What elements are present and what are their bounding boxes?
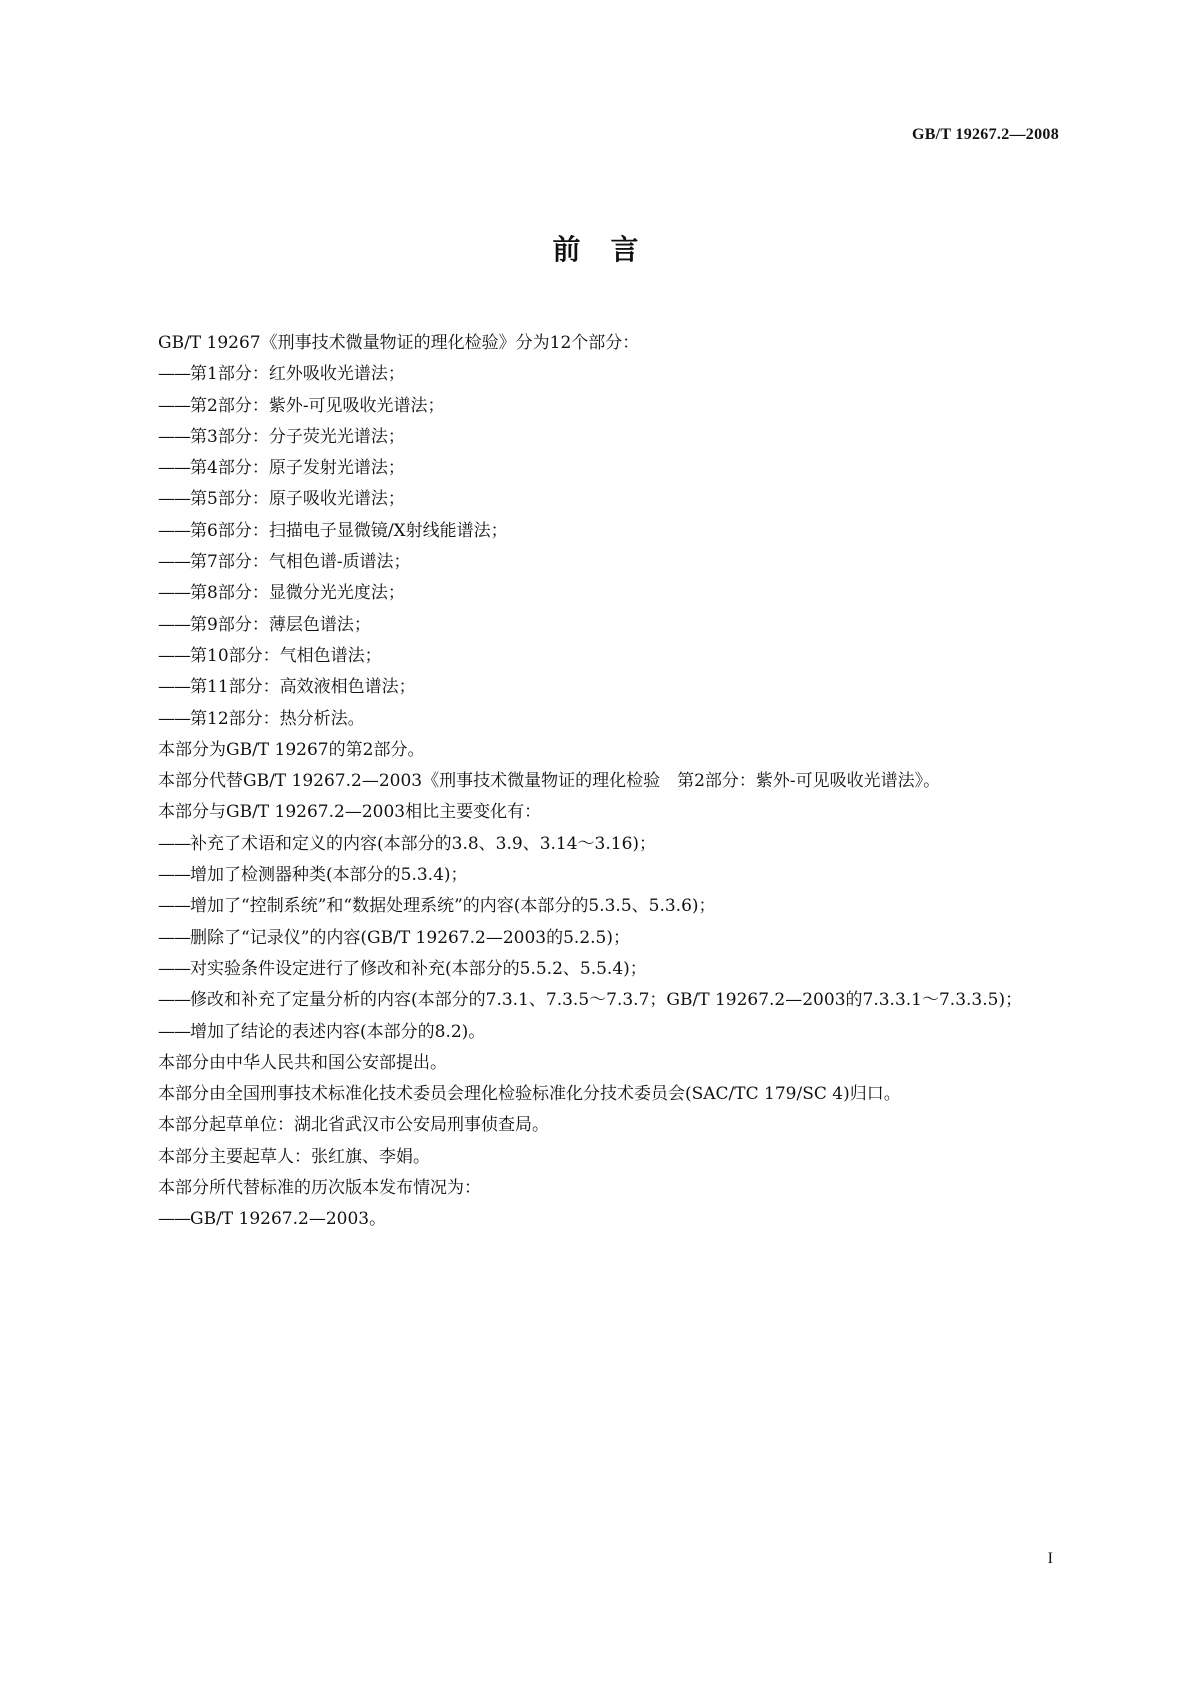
intro-paragraph: GB/T 19267《刑事技术微量物证的理化检验》分为12个部分：: [158, 333, 640, 353]
part-item: 第3部分：分子荧光光谱法；: [190, 426, 405, 447]
dash: ——: [158, 458, 190, 479]
page-number: I: [1047, 1550, 1053, 1567]
dash: ——: [158, 364, 190, 385]
part-item: 第12部分：热分析法。: [190, 708, 365, 729]
drafting-unit-paragraph: 本部分起草单位：湖北省武汉市公安局刑事侦查局。: [158, 1115, 549, 1136]
dash: ——: [158, 927, 190, 948]
dash: ——: [158, 958, 190, 979]
drafters-paragraph: 本部分主要起草人：张红旗、李娟。: [158, 1146, 430, 1167]
list-item: [124, 516, 1068, 547]
list-item: [124, 391, 1068, 422]
part-item: 第8部分：显微分光光度法；: [190, 583, 405, 604]
list-item: [124, 672, 1068, 703]
list-item: [124, 453, 1068, 484]
dash: ——: [158, 677, 190, 698]
changes-intro-paragraph: 本部分与GB/T 19267.2—2003相比主要变化有：: [158, 802, 542, 823]
part-item: 第5部分：原子吸收光谱法；: [190, 489, 405, 510]
dash: ——: [158, 896, 190, 917]
list-item: [124, 641, 1068, 672]
foreword-body: [124, 328, 1068, 1236]
list-item: [124, 484, 1068, 515]
dash: ——: [158, 1209, 190, 1230]
list-item: [124, 954, 1068, 985]
proposed-by-paragraph: 本部分由中华人民共和国公安部提出。: [158, 1052, 447, 1073]
change-item: 修改和补充了定量分析的内容(本部分的7.3.1、7.3.5～7.3.7；GB/T 19267.2—2003的7.3.3.1～7.3.3.5)；: [190, 990, 1023, 1011]
dash: ——: [158, 708, 190, 729]
dash: ——: [158, 990, 190, 1011]
history-item: GB/T 19267.2—2003。: [190, 1209, 387, 1230]
change-item: 增加了检测器种类(本部分的5.3.4)；: [190, 865, 468, 886]
list-item: [124, 1204, 1068, 1235]
list-item: [124, 891, 1068, 922]
part-item: 第11部分：高效液相色谱法；: [190, 677, 416, 698]
dash: ——: [158, 426, 190, 447]
part-item: 第9部分：薄层色谱法；: [190, 614, 371, 635]
part-item: 第1部分：红外吸收光谱法；: [190, 364, 405, 385]
this-part-paragraph: 本部分为GB/T 19267的第2部分。: [158, 739, 425, 760]
list-item: [124, 547, 1068, 578]
dash: ——: [158, 489, 190, 510]
change-item: 对实验条件设定进行了修改和补充(本部分的5.5.2、5.5.4)；: [190, 958, 647, 979]
managed-by-paragraph: 本部分由全国刑事技术标准化技术委员会理化检验标准化分技术委员会(SAC/TC 179/SC 4)归口。: [158, 1084, 901, 1105]
dash: ——: [158, 552, 190, 573]
dash: ——: [158, 395, 190, 416]
dash: ——: [158, 583, 190, 604]
list-item: [124, 860, 1068, 891]
dash: ——: [158, 865, 190, 886]
page-title: 前言: [552, 233, 669, 266]
replaces-paragraph: 本部分代替GB/T 19267.2—2003《刑事技术微量物证的理化检验 第2部分：紫外-可见吸收光谱法》。: [158, 771, 941, 792]
dash: ——: [158, 520, 190, 541]
list-item: [124, 704, 1068, 735]
list-item: [124, 610, 1068, 641]
list-item: [124, 829, 1068, 860]
list-item: [124, 1017, 1068, 1048]
list-item: [124, 985, 1068, 1016]
part-item: 第10部分：气相色谱法；: [190, 645, 382, 666]
part-item: 第4部分：原子发射光谱法；: [190, 458, 405, 479]
change-item: 删除了“记录仪”的内容(GB/T 19267.2—2003的5.2.5)；: [190, 927, 631, 948]
standard-number: GB/T 19267.2—2008: [911, 126, 1059, 143]
dash: ——: [158, 833, 190, 854]
dash: ——: [158, 645, 190, 666]
part-item: 第6部分：扫描电子显微镜/X射线能谱法；: [190, 520, 508, 541]
part-item: 第2部分：紫外-可见吸收光谱法；: [190, 395, 445, 416]
list-item: [124, 578, 1068, 609]
list-item: [124, 422, 1068, 453]
part-item: 第7部分：气相色谱-质谱法；: [190, 552, 411, 573]
dash: ——: [158, 1021, 190, 1042]
change-item: 增加了“控制系统”和“数据处理系统”的内容(本部分的5.3.5、5.3.6)；: [190, 896, 716, 917]
history-intro-paragraph: 本部分所代替标准的历次版本发布情况为：: [158, 1178, 481, 1199]
change-item: 增加了结论的表述内容(本部分的8.2)。: [190, 1021, 486, 1042]
dash: ——: [158, 614, 190, 635]
change-item: 补充了术语和定义的内容(本部分的3.8、3.9、3.14～3.16)；: [190, 833, 657, 854]
list-item: [124, 923, 1068, 954]
list-item: [124, 359, 1068, 390]
